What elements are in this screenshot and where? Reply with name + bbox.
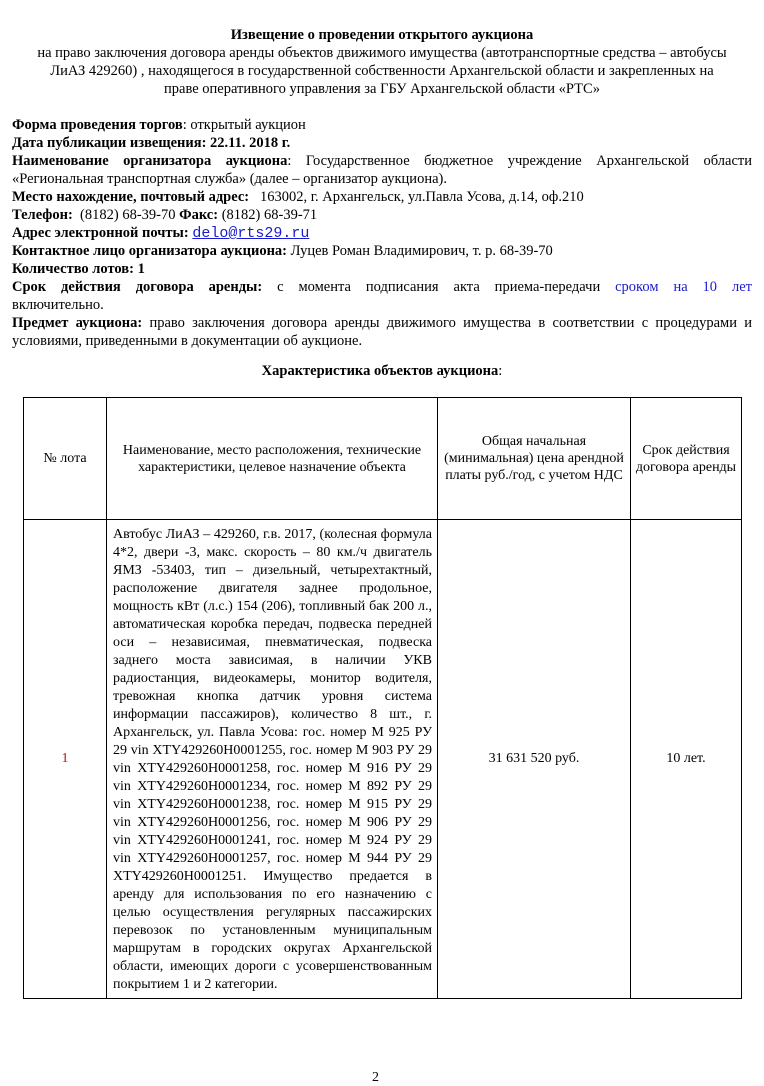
lot-number-cell: 1 bbox=[24, 520, 107, 999]
lots-count-label: Количество лотов: 1 bbox=[12, 261, 145, 277]
subject-value-1: право заключения договора аренды движимого имущества в соответствии с процедурами и bbox=[149, 315, 752, 331]
auction-objects-table bbox=[23, 397, 742, 999]
contact-label: Контактное лицо организатора аукциона: bbox=[12, 243, 287, 259]
auction-form-value: : открытый аукцион bbox=[182, 117, 306, 133]
notice-subtitle-line-1: на право заключения договора аренды объектов движимого имущества (автотранспортные средства – автобусы bbox=[37, 45, 727, 61]
lots-count-line bbox=[12, 260, 752, 278]
phone-value: (8182) 68-39-70 bbox=[80, 207, 176, 223]
header-lot-number: № лота bbox=[24, 398, 107, 520]
fax-label: Факс: bbox=[179, 207, 219, 223]
table-caption bbox=[0, 363, 764, 380]
publication-date-line bbox=[12, 134, 752, 152]
organizer-line-2 bbox=[12, 170, 752, 188]
lease-term-line-1 bbox=[12, 278, 752, 296]
subject-line-2 bbox=[12, 332, 752, 350]
organizer-value-1: : Государственное бюджетное учреждение Архангельской области bbox=[287, 153, 752, 169]
lease-term-cell: 10 лет. bbox=[631, 520, 742, 999]
organizer-line-1 bbox=[12, 152, 752, 170]
notice-title: Извещение о проведении открытого аукциона bbox=[230, 27, 534, 43]
organizer-value-2: «Региональная транспортная служба» (далее – организатор аукциона). bbox=[12, 171, 447, 187]
notice-subtitle-line-2: ЛиАЗ 429260) , находящегося в государственной собственности Архангельской области и закрепленных на bbox=[50, 63, 714, 79]
fax-value: (8182) 68-39-71 bbox=[221, 207, 318, 223]
address-value: 163002, г. Архангельск, ул.Павла Усова, д.14, оф.210 bbox=[259, 189, 584, 205]
contact-value: Луцев Роман Владимирович, т. р. 68-39-70 bbox=[290, 243, 553, 259]
object-description-cell: Автобус ЛиАЗ – 429260, г.в. 2017, (колесная формула 4*2, двери -3, макс. скорость – 80 км./ч двигатель ЯМЗ -53403, тип – дизельный, четырехтактный, расположение двигателя заднее продольное, мощность кВт (л.с.) 154 (206), топливный бак 200 л., автоматическая коробка передач, подвеска передней оси – независимая, пневматическая, подвеска заднего моста зависимая, в наличии УКВ радиостанция, видеокамеры, монитор водителя, тревожная кнопка датчик уровня система информации пассажиров), количество 8 шт., г. Архангельск, ул. Павла Усова: гос. номер М 925 РУ 29 vin XTY429260H0001255, гос. номер М 903 РУ 29 vin XTY429260H0001258, гос. номер М 916 РУ 29 vin XTY429260H0001234, гос. номер М 892 РУ 29 vin XTY429260H0001238, гос. номер М 915 РУ 29 vin XTY429260H0001256, гос. номер М 906 РУ 29 vin XTY429260H0001241, гос. номер М 924 РУ 29 vin XTY429260H0001257, гос. номер М 944 РУ 29 XTY429260H0001251. Имущество предается в аренду для использования по его назначению с целью осуществления регулярных пассажирских перевозок по установленным муниципальным маршрутам в городских округах Архангельской области, имеющих дороги с усовершенствованным покрытием 1 и 2 категории. bbox=[107, 520, 438, 999]
organizer-label: Наименование организатора аукциона bbox=[12, 153, 288, 169]
lease-term-duration: сроком на 10 лет bbox=[615, 279, 752, 295]
phone-label: Телефон: bbox=[12, 207, 73, 223]
email-label: Адрес электронной почты: bbox=[12, 225, 189, 241]
table-header-row bbox=[24, 398, 742, 520]
phone-line bbox=[12, 206, 752, 224]
publication-date-label: Дата публикации извещения: 22.11. 2018 г. bbox=[12, 135, 291, 151]
initial-price-cell: 31 631 520 руб. bbox=[438, 520, 631, 999]
auction-form-label: Форма проведения торгов bbox=[12, 117, 183, 133]
contact-line bbox=[12, 242, 752, 260]
lease-term-line-2 bbox=[12, 296, 752, 314]
subject-line-1 bbox=[12, 314, 752, 332]
lease-term-value: с момента подписания акта приема-передачи bbox=[277, 279, 601, 295]
email-link[interactable]: delo@rts29.ru bbox=[192, 225, 310, 242]
table-caption-colon: : bbox=[498, 363, 503, 379]
lease-term-label: Срок действия договора аренды: bbox=[12, 279, 263, 295]
table-caption-text: Характеристика объектов аукциона bbox=[261, 363, 499, 379]
subject-label: Предмет аукциона: bbox=[12, 315, 143, 331]
email-line bbox=[12, 224, 752, 243]
lease-term-inclusive: включительно. bbox=[12, 297, 104, 313]
address-label: Место нахождение, почтовый адрес: bbox=[12, 189, 250, 205]
auction-form-line bbox=[12, 116, 752, 134]
subject-value-2: условиями, приведенными в документации об аукционе. bbox=[12, 333, 363, 349]
header-lease-term: Срок действия договора аренды bbox=[631, 398, 742, 520]
header-initial-price: Общая начальная (минимальная) цена арендной платы руб./год, с учетом НДС bbox=[438, 398, 631, 520]
page-number: 2 bbox=[372, 1070, 379, 1085]
notice-subtitle-line-3: праве оперативного управления за ГБУ Архангельской области «РТС» bbox=[164, 81, 600, 97]
table-row bbox=[24, 520, 742, 999]
header-object-description: Наименование, место расположения, технические характеристики, целевое назначение объекта bbox=[107, 398, 438, 520]
address-line bbox=[12, 188, 752, 206]
